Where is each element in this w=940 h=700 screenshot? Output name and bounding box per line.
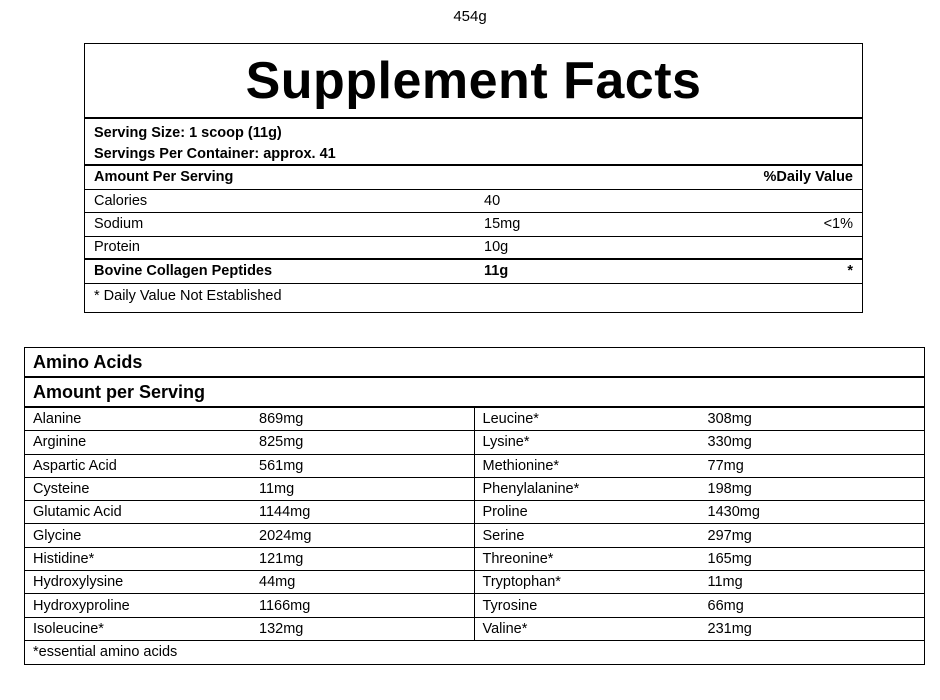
amino-acid-name: Phenylalanine*	[482, 481, 580, 498]
amino-cell-left	[25, 524, 475, 546]
amino-acid-amount: 66mg	[707, 597, 744, 614]
facts-title: Supplement Facts	[85, 44, 862, 119]
nutrient-name: Sodium	[94, 216, 144, 233]
amino-acid-name: Glycine	[33, 527, 82, 544]
amino-acid-name: Lysine*	[482, 434, 530, 451]
amino-acid-amount: 44mg	[259, 574, 296, 591]
amino-acid-amount: 1166mg	[259, 597, 311, 614]
amino-acid-amount: 11mg	[707, 574, 743, 591]
amino-acid-name: Tyrosine	[482, 597, 538, 614]
supplement-facts-panel	[84, 43, 863, 313]
nutrient-amount: 15mg	[484, 216, 521, 233]
amino-acid-amount: 297mg	[707, 527, 752, 544]
amino-acid-amount: 165mg	[707, 550, 752, 567]
amino-acid-name: Valine*	[482, 620, 528, 637]
table-row	[25, 408, 924, 431]
serving-info	[85, 119, 862, 166]
nutrient-name: Protein	[94, 239, 140, 256]
amino-acid-name: Serine	[482, 527, 525, 544]
amino-acid-amount: 231mg	[707, 620, 752, 637]
amino-cell-right	[475, 524, 925, 546]
amino-cell-left	[25, 455, 475, 477]
amino-cell-right	[475, 618, 925, 640]
amino-cell-right	[475, 478, 925, 500]
amino-cell-left	[25, 431, 475, 453]
facts-row-sodium	[85, 213, 862, 237]
amino-acid-name: Alanine	[33, 411, 82, 428]
amino-acid-amount: 2024mg	[259, 527, 312, 544]
amino-subtitle: Amount per Serving	[25, 378, 924, 408]
amino-rows	[25, 408, 924, 641]
facts-row-collagen	[85, 260, 862, 284]
amino-cell-right	[475, 594, 925, 616]
servings-per-container: Servings Per Container: approx. 41	[94, 146, 336, 162]
amino-acid-name: Isoleucine*	[33, 620, 104, 637]
amino-acid-amount: 561mg	[259, 457, 304, 474]
amino-cell-right	[475, 501, 925, 523]
amino-acid-amount: 121mg	[259, 550, 304, 567]
facts-footnote: * Daily Value Not Established	[94, 287, 282, 304]
nutrient-name: Calories	[94, 192, 148, 209]
table-row	[25, 478, 924, 501]
amino-cell-right	[475, 408, 925, 430]
amino-cell-left	[25, 501, 475, 523]
table-row	[25, 618, 924, 641]
amino-acid-amount: 11mg	[259, 481, 295, 498]
amino-acid-name: Methionine*	[482, 457, 560, 474]
amino-cell-left	[25, 571, 475, 593]
amino-cell-left	[25, 478, 475, 500]
amino-acid-name: Leucine*	[482, 411, 539, 428]
amino-acid-amount: 132mg	[259, 620, 304, 637]
amino-cell-left	[25, 408, 475, 430]
amino-footnote: *essential amino acids	[33, 643, 178, 660]
amino-acid-name: Glutamic Acid	[33, 504, 122, 521]
nutrient-amount: 11g	[484, 263, 509, 280]
facts-row-protein	[85, 237, 862, 261]
table-row	[25, 548, 924, 571]
amino-acids-table	[24, 347, 925, 665]
amino-cell-left	[25, 618, 475, 640]
amino-cell-right	[475, 455, 925, 477]
table-row	[25, 571, 924, 594]
amino-acid-name: Threonine*	[482, 550, 554, 567]
amino-acid-amount: 77mg	[707, 457, 744, 474]
amino-acid-name: Arginine	[33, 434, 87, 451]
amino-acid-amount: 308mg	[707, 411, 752, 428]
daily-value-label: %Daily Value	[763, 169, 853, 186]
facts-header-row	[85, 166, 862, 190]
amino-acid-amount: 1144mg	[259, 504, 311, 521]
amino-acid-name: Histidine*	[33, 550, 95, 567]
amino-acid-name: Hydroxyproline	[33, 597, 130, 614]
amino-acid-name: Tryptophan*	[482, 574, 561, 591]
nutrient-dv: *	[847, 263, 853, 280]
table-row	[25, 501, 924, 524]
table-row	[25, 594, 924, 617]
nutrient-amount: 40	[484, 192, 501, 209]
table-row	[25, 455, 924, 478]
amino-cell-left	[25, 594, 475, 616]
amino-acid-amount: 825mg	[259, 434, 304, 451]
amino-acid-name: Proline	[482, 504, 528, 521]
net-weight-label: 454g	[453, 8, 487, 25]
table-row	[25, 431, 924, 454]
amino-acid-name: Aspartic Acid	[33, 457, 117, 474]
nutrient-dv: <1%	[823, 216, 853, 233]
amino-cell-left	[25, 548, 475, 570]
serving-size: Serving Size: 1 scoop (11g)	[94, 125, 282, 141]
amino-cell-right	[475, 431, 925, 453]
amount-per-serving-label: Amount Per Serving	[94, 169, 234, 186]
amino-title: Amino Acids	[25, 348, 924, 378]
amino-acid-amount: 330mg	[707, 434, 752, 451]
nutrient-name: Bovine Collagen Peptides	[94, 263, 273, 280]
facts-row-calories	[85, 190, 862, 214]
amino-acid-name: Cysteine	[33, 481, 90, 498]
amino-cell-right	[475, 548, 925, 570]
amino-acid-amount: 1430mg	[707, 504, 760, 521]
amino-acid-amount: 198mg	[707, 481, 752, 498]
amino-acid-amount: 869mg	[259, 411, 304, 428]
amino-acid-name: Hydroxylysine	[33, 574, 124, 591]
amino-cell-right	[475, 571, 925, 593]
nutrient-amount: 10g	[484, 239, 509, 256]
table-row	[25, 524, 924, 547]
